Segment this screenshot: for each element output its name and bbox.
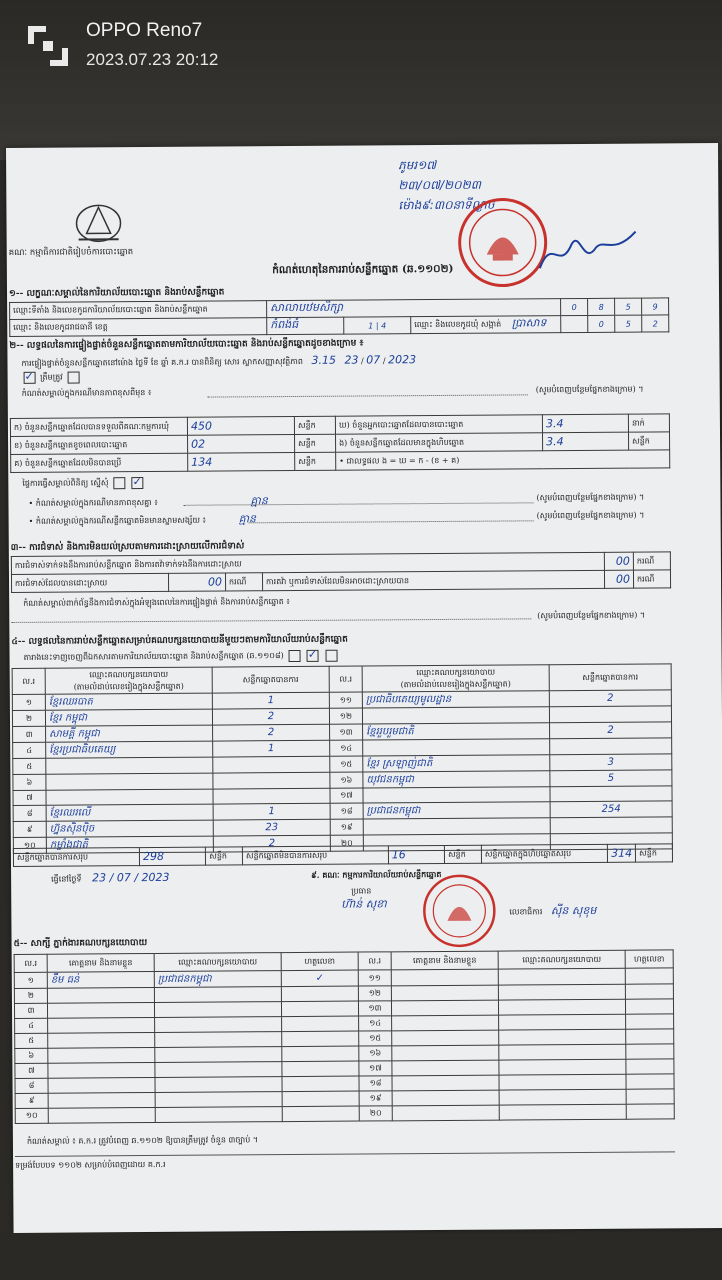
count-unit: សន្លឹក [295, 434, 336, 452]
section1-heading: ១-- លក្ខណៈសម្គាល់នៃការិយាល័យបោះឆ្នោត និងរាប់សន្លឹកឆ្នោត [8, 287, 225, 299]
commune-code-digit: 5 [615, 315, 642, 332]
header-note-line: ម៉ោង៩:៣០នាទីល្ងាច [398, 197, 495, 213]
row-no: ៩ [13, 821, 46, 837]
correct-checkbox-label: ត្រឹមត្រូវ [40, 372, 63, 382]
ballot-count-form [6, 143, 722, 1233]
commune-code-digit: 2 [642, 315, 669, 332]
objection-unit: ករណី [633, 552, 670, 570]
count-value: 134 [188, 452, 295, 471]
made-at-date: 23 / 07 / 2023 [92, 870, 170, 885]
section2-heading: ២-- លទ្ធផលនៃការផ្ទៀងផ្ទាត់ចំនួនសន្លឹកឆ្នោតតាមការិយាល័យបោះឆ្នោត និងរាប់សន្លឹកឆ្នោតដូចខាងក្រោម ៖ [9, 338, 364, 351]
empty-cell [499, 1029, 626, 1045]
row-no: ១២ [358, 986, 391, 1001]
col-party-title: ឈ្មោះគណបក្សនយោបាយ [416, 667, 496, 677]
row-no: ៤ [13, 742, 46, 758]
col-votes-header: សន្លឹកឆ្នោតបានការ [549, 664, 671, 691]
province-value: កំពង់ធំ [267, 317, 344, 335]
empty-cell [625, 999, 673, 1014]
invalid-total-label: សន្លឹកឆ្នោតមិនបានការសរុប [242, 846, 388, 865]
party-name: យុវជនកម្ពុជា [363, 771, 550, 788]
verification-month: 07 [366, 353, 381, 367]
form-title: កំណត់ហេតុនៃការរាប់សន្លឹកឆ្នោត (ឆ.១១០២) [272, 262, 454, 277]
mark-note-text: ផ្ទៃការធ្វើសម្គាល់ពិនិត្យ ស្នើសុំ [22, 478, 109, 488]
party-votes [213, 772, 330, 789]
note-a-value: គ្មាន [250, 494, 268, 508]
row-no: ៥ [13, 758, 46, 774]
objection-label: ការជំទាស់ទាក់ទងនឹងការរាប់សន្លឹកឆ្នោត និងការតវ៉ាទាក់ទងនឹងការដោះស្រាយ [11, 552, 604, 574]
witness-signature [282, 1076, 359, 1092]
witness-name [48, 1017, 155, 1033]
row-no: ២ [12, 710, 45, 726]
location-code-digit: 9 [642, 298, 669, 315]
col-party-header: ឈ្មោះគណបក្សនយោបាយ [498, 950, 625, 969]
party-name: ហ្វ៊ុនស៊ិនប៉ិច [46, 820, 213, 837]
watermark-device-name: OPPO Reno7 [86, 20, 203, 41]
box-total-value: 314 [608, 844, 636, 862]
empty-cell [392, 1075, 499, 1091]
witness-party [154, 1002, 281, 1018]
section3-table [11, 551, 671, 593]
count-unit: នាក់ [628, 414, 669, 432]
correct-checkbox[interactable] [24, 372, 36, 384]
row-no: ១៣ [358, 1001, 391, 1016]
seal-check-line [22, 371, 82, 383]
party-votes [213, 756, 330, 773]
row-no: ១៥ [330, 756, 363, 772]
incorrect-checkbox[interactable] [67, 371, 79, 383]
col-party-subtitle: (តាមលំដាប់លេខរៀងក្នុងសន្លឹកឆ្នោត) [73, 681, 184, 692]
location-code-digit: 0 [561, 298, 588, 315]
camera-watermark-icon [26, 24, 70, 68]
party-name: ខ្មែរឈរលើ [46, 804, 213, 821]
witness-signature [282, 1031, 359, 1047]
col-party-header: ឈ្មោះគណបក្សនយោបាយ [154, 953, 281, 972]
count-unit: សន្លឹក [628, 432, 669, 450]
row-no: ១៧ [359, 1061, 392, 1076]
row-no: ១៨ [330, 803, 363, 819]
empty-cell [499, 1089, 626, 1105]
witness-name: ខឹម ធន់ [47, 971, 154, 988]
witness-party [155, 1092, 282, 1108]
empty-cell [625, 968, 673, 984]
party-votes: 1 [213, 740, 330, 757]
chair-signature: ហ៊ាន់ សុខា [341, 897, 387, 911]
party-votes [549, 706, 671, 723]
verification-time: 3.15 [311, 353, 336, 367]
witness-signature [282, 1016, 359, 1032]
empty-cell [498, 984, 625, 1000]
watermark-timestamp: 2023.07.23 20:12 [86, 50, 219, 69]
row-no: ១៧ [330, 788, 363, 803]
party-votes: 254 [550, 801, 672, 818]
row-no: ១ [12, 694, 45, 710]
empty-cell [626, 1029, 674, 1044]
form-note: ទម្រង់បែបបទ ១១០២ សម្រាប់បំពេញដោយ គ.ក.រ [15, 1159, 166, 1170]
row-no: ១១ [358, 970, 391, 986]
unresolved-unit: ករណី [633, 570, 670, 588]
table-row [15, 1104, 674, 1124]
count-label: ឃ) ចំនួនអ្នកបោះឆ្នោតដែលបានបោះឆ្នោត [335, 415, 542, 434]
col-no-header: ល.រ [358, 952, 391, 970]
col-party-header [362, 665, 549, 692]
party-name [363, 818, 550, 835]
empty-cell [626, 1044, 674, 1059]
row-no: ១២ [329, 708, 362, 724]
empty-cell [626, 1074, 674, 1089]
party-name [363, 787, 550, 803]
commune-label: ឈ្មោះ និងលេខកូដឃុំ សង្កាត់ [414, 319, 502, 330]
row-no: ១៣ [330, 724, 363, 740]
witness-name [48, 1032, 155, 1048]
chair-label: ប្រធាន [351, 886, 372, 896]
empty-cell [392, 1105, 499, 1121]
party-name [363, 739, 550, 756]
empty-cell [499, 1074, 626, 1090]
witness-signature [281, 1001, 358, 1017]
row-no: ៧ [13, 790, 46, 805]
province-code-digit: 4 [381, 320, 387, 330]
section2-counts-table [10, 413, 670, 473]
party-name: កម្លាំងជាតិ [46, 836, 213, 853]
section3-heading: ៣-- ការជំទាស់ និងការមិនយល់ស្របតាមការដោះស្រាយលើការជំទាស់ [10, 541, 245, 553]
empty-cell [499, 1044, 626, 1060]
resolved-value: 00 [168, 573, 225, 591]
resolved-unit: ករណី [225, 573, 262, 591]
secretary-block [509, 904, 596, 921]
witness-name [47, 1002, 154, 1018]
party-votes: 2 [550, 722, 672, 739]
witness-name [48, 1092, 155, 1108]
row-no: ៦ [15, 1048, 48, 1063]
valid-total-value: 298 [139, 847, 205, 865]
fill-hint: (សូមបំពេញបន្ថែមផ្នែកខាងក្រោម) ។ [537, 610, 646, 621]
total-unit: សន្លឹក [206, 847, 243, 865]
empty-cell [499, 1014, 626, 1030]
empty-cell [392, 1090, 499, 1106]
commune-code-spacer [561, 315, 588, 332]
empty-cell [498, 999, 625, 1015]
row-no: ២០ [359, 1106, 392, 1121]
party-votes [213, 788, 330, 804]
resolved-label: ការជំទាស់ដែលបានដោះស្រាយ [11, 573, 168, 592]
secretary-label: លេខាធិការ [509, 907, 543, 917]
row-no: ១៤ [359, 1016, 392, 1031]
section4-heading: ៤-- លទ្ធផលនៃការរាប់សន្លឹកឆ្នោតសម្រាប់គណបក្សនយោបាយនីមួយៗតាមការិយាល័យរាប់សន្លឹកឆ្នោត [11, 634, 348, 647]
witness-party [155, 1017, 282, 1033]
col-sign-header: ហត្ថលេខា [625, 950, 673, 968]
location-code-digit: 8 [588, 298, 615, 315]
empty-cell [392, 1045, 499, 1061]
party-name: ខ្មែរឈរបាត [45, 693, 212, 710]
fill-hint: (សូមបំពេញបន្ថែមផ្នែកខាងក្រោម) ។ [535, 384, 644, 395]
witness-signature [281, 986, 358, 1002]
location-value: សាលាបឋមសិក្សា [267, 299, 561, 318]
party-results-table [12, 663, 673, 854]
row-no: ៦ [13, 774, 46, 790]
empty-cell [392, 1015, 499, 1031]
count-label: គ) ចំនួនសន្លឹកឆ្នោតដែលមិនបានប្រើ [11, 453, 188, 472]
witness-party: ប្រជាជនកម្ពុជា [154, 971, 281, 988]
empty-cell [391, 969, 498, 986]
row-no: ៣ [13, 726, 46, 742]
row-no: ១៦ [359, 1046, 392, 1061]
row-no: ១៩ [359, 1091, 392, 1106]
row-no: ៨ [15, 1078, 48, 1093]
row-no: ១៤ [330, 740, 363, 756]
row-no: ៧ [15, 1063, 48, 1078]
committee-label: ៩. គណៈ កម្មការការិយាល័យរាប់សន្លឹកឆ្នោត [311, 868, 442, 880]
party-votes: 5 [550, 770, 672, 787]
witness-name [47, 987, 154, 1003]
total-unit: សន្លឹក [636, 844, 673, 862]
witness-table [14, 949, 675, 1124]
location-code-digit: 5 [615, 298, 642, 315]
witness-name [48, 1077, 155, 1093]
party-name [46, 789, 213, 805]
total-unit: សន្លឹក [444, 845, 481, 863]
party-name: សាមគ្គី កម្ពុជា [46, 725, 213, 742]
section3-note: កំណត់សម្គាល់ពាក់ព័ន្ធនឹងការជំទាស់ក្នុងអំឡុងពេលនៃការផ្ទៀងផ្ទាត់ និងការរាប់សន្លឹកឆ្នោត ៖ [23, 597, 290, 608]
row-no: ១៥ [359, 1031, 392, 1046]
row-no: ៨ [13, 805, 46, 821]
row-no: ៩ [15, 1093, 48, 1108]
party-name: ខ្មែរ កម្ពុជា [45, 709, 212, 726]
result-formula: • ជាលទ្ធផល ង = ឃ = ក - (ខ + គ) [336, 450, 670, 470]
footnote: កំណត់សម្គាល់ ៖ គ.ក.រ ត្រូវបំពេញ ឆ.១១០២ ឱ្យបានត្រឹមត្រូវ ចំនួន ៣ច្បាប់ ។ [26, 1135, 259, 1146]
row-no: ១០ [15, 1108, 48, 1123]
witness-signature [282, 1106, 359, 1122]
empty-cell [499, 1059, 626, 1075]
witness-signature: ✓ [281, 970, 358, 987]
empty-cell [626, 1089, 674, 1104]
option-checkbox-c[interactable] [325, 650, 337, 662]
count-unit: សន្លឹក [294, 416, 335, 434]
section5-heading: ៥-- សាក្សី ភ្នាក់ងារគណបក្សនយោបាយ [13, 938, 148, 949]
party-votes: 2 [549, 690, 671, 707]
commune-code-digit: 0 [588, 315, 615, 332]
option-checkbox-a[interactable] [288, 650, 300, 662]
party-name [46, 757, 213, 774]
witness-party [155, 1032, 282, 1048]
witness-party [155, 1107, 282, 1123]
fill-hint: (សូមបំពេញបន្ថែមផ្នែកខាងក្រោម) ។ [536, 492, 645, 503]
witness-party [154, 987, 281, 1003]
count-label: ខ) ចំនួនសន្លឹកឆ្នោតខូចពេលបោះឆ្នោត [11, 435, 188, 454]
count-value: 02 [188, 434, 295, 453]
row-no: ១១ [329, 692, 362, 708]
col-party-subtitle: (តាមលំដាប់លេខរៀងក្នុងសន្លឹកឆ្នោត) [400, 678, 511, 689]
witness-party [155, 1062, 282, 1078]
totals-table [13, 843, 673, 867]
witness-party [155, 1077, 282, 1093]
party-votes [550, 817, 672, 834]
row-no: ២០ [330, 835, 363, 851]
province-code: 1 | 4 [344, 317, 411, 334]
witness-signature [282, 1091, 359, 1107]
party-name [46, 773, 213, 790]
row-no: ២ [14, 988, 47, 1003]
count-label: ង) ចំនួនសន្លឹកឆ្នោតដែលមានក្នុងហិបឆ្នោត [336, 433, 543, 452]
party-votes: 2 [213, 835, 330, 852]
col-party-header [45, 667, 212, 694]
section1-table [9, 297, 669, 337]
row-no: ១៩ [330, 819, 363, 835]
col-name-header: គោត្តនាម និងនាមខ្លួន [47, 953, 154, 972]
verification-intro-text: ការផ្ទៀងផ្ទាត់ចំនួនសន្លឹកឆ្នោតនៅម៉ោង ថ្ងៃទី ខែ ឆ្នាំ គ.ក.រ បានពិនិត្យ សោរ ស្លាកសញ្ញាសុវត្ថិភាព [21, 356, 303, 368]
col-no-header: ល.រ [329, 666, 362, 692]
count-value: 450 [187, 416, 294, 435]
empty-cell [499, 1104, 626, 1120]
mark-checkbox-b[interactable] [132, 477, 144, 489]
col-name-header: គោត្តនាម និងនាមខ្លួន [391, 951, 498, 970]
row-no: ១០ [13, 837, 46, 853]
verification-intro: ការផ្ទៀងផ្ទាត់ចំនួនសន្លឹកឆ្នោតនៅម៉ោង ថ្ងៃទី ខែ ឆ្នាំ គ.ក.រ បានពិនិត្យ សោរ ស្លាកសញ្ញាសុវត្ថិភាព 3.15 23 / 07 / 2023 [21, 353, 417, 368]
verification-year: 2023 [388, 353, 417, 367]
witness-name [48, 1047, 155, 1063]
invalid-total-value: 16 [388, 845, 444, 863]
made-at-line [51, 871, 170, 886]
party-name: ប្រជាធិបតេយ្យមូលដ្ឋាន [362, 691, 549, 708]
row-no: ៤ [15, 1018, 48, 1033]
section2-note-label: កំណត់សម្គាល់ក្នុងករណីមានភាពខុសពីមុន ៖ [21, 387, 152, 398]
camera-bottom-band [0, 1233, 722, 1280]
witness-signature [282, 1061, 359, 1077]
row-no: ១៨ [359, 1076, 392, 1091]
party-name: ខ្មែររួបរួមជាតិ [363, 723, 550, 740]
objection-value: 00 [604, 552, 633, 570]
party-votes: 3 [550, 754, 672, 771]
party-votes: 23 [213, 819, 330, 836]
dotted-line [11, 618, 531, 623]
count-value: 3.4 [542, 414, 628, 433]
verification-day: 23 [344, 353, 359, 367]
col-no-header: ល.រ [14, 954, 47, 972]
commune-value: ប្រាសាទ [511, 316, 547, 330]
dotted-line [249, 520, 534, 523]
secretary-signature: សុីន សុខុម [550, 903, 597, 918]
committee-seal-stamp [421, 873, 498, 950]
empty-cell [626, 1104, 674, 1119]
row-no: ១៦ [330, 772, 363, 788]
location-label: ឈ្មោះទីតាំង និងលេខកូដការិយាល័យបោះឆ្នោត និងរាប់សន្លឹកឆ្នោត [10, 301, 267, 320]
mark-checkbox-a[interactable] [113, 477, 125, 489]
party-votes: 2 [212, 708, 329, 725]
mark-note [22, 477, 145, 490]
party-votes: 1 [213, 803, 330, 820]
party-name: ប្រជាជនកម្ពុជា [363, 802, 550, 819]
empty-cell [391, 1000, 498, 1016]
empty-cell [626, 1014, 674, 1029]
col-no-header: ល.រ [12, 668, 45, 694]
commune-cell [411, 316, 561, 334]
note-a-label: • កំណត់សម្គាល់ក្នុងករណីមានភាពខុសគ្នា ៖ [28, 497, 158, 508]
unresolved-value: 00 [604, 570, 633, 588]
party-votes [550, 786, 672, 802]
section4-sub-text: តារាងនេះទាញចេញពីឯកសារតាមការិយាល័យបោះឆ្នោត និងរាប់សន្លឹកឆ្នោត (ឆ.១១០៨) [23, 651, 284, 662]
col-party-title: ឈ្មោះគណបក្សនយោបាយ [89, 669, 169, 679]
count-label: ក) ចំនួនសន្លឹកឆ្នោតដែលបានទទួលពីគណៈកម្មការឃុំ [10, 417, 187, 436]
row-no: ៣ [14, 1003, 47, 1018]
note-b-label: • កំណត់សម្គាល់ក្នុងករណីសន្លឹកឆ្នោតមិនមានស្នាមសង្ស័យ ៖ [28, 515, 207, 526]
footer-rule [15, 1151, 675, 1157]
empty-cell [626, 1059, 674, 1074]
empty-cell [498, 968, 625, 985]
witness-signature [282, 1046, 359, 1062]
witness-name [48, 1107, 155, 1123]
dotted-line [208, 394, 528, 397]
header-note-line: ភូមរ១៧ [398, 157, 437, 173]
note-b [29, 512, 257, 530]
royal-emblem-icon [72, 199, 124, 245]
note-a [28, 494, 267, 512]
option-checkbox-b[interactable] [307, 650, 319, 662]
valid-total-label: សន្លឹកឆ្នោតបានការសរុប [13, 848, 139, 867]
witness-name [48, 1062, 155, 1078]
province-label: ឈ្មោះ និងលេខកូដរាជធានី ខេត្ត [10, 318, 267, 337]
empty-cell [391, 985, 498, 1001]
party-votes: 2 [213, 724, 330, 741]
count-unit: សន្លឹក [295, 452, 336, 470]
section4-sub [24, 650, 340, 664]
note-b-value: គ្មាន [238, 512, 257, 526]
party-votes: 1 [212, 692, 329, 709]
header-note-line: ២៣/០៧/២០២៣ [398, 177, 482, 193]
col-sign-header: ហត្ថលេខា [281, 952, 358, 971]
row-no: ៥ [15, 1033, 48, 1048]
unresolved-label: ការតវ៉ា ឬការជំទាស់ដែលមិនអាចដោះស្រាយបាន [262, 570, 604, 590]
fill-hint: (សូមបំពេញបន្ថែមផ្នែកខាងក្រោម) ។ [536, 510, 645, 521]
row-no: ១ [14, 972, 47, 988]
empty-cell [392, 1030, 499, 1046]
province-code-digit: 1 [368, 320, 374, 330]
empty-cell [625, 984, 673, 999]
empty-cell [392, 1060, 499, 1076]
commission-name: គណៈ កម្មាធិការជាតិរៀបចំការបោះឆ្នោត [8, 247, 134, 258]
party-votes [550, 738, 672, 755]
made-at-label: ធ្វើនៅថ្ងៃទី [51, 874, 82, 884]
box-total-label: សន្លឹកឆ្នោតក្នុងហិបឆ្នោតសរុប [481, 844, 607, 863]
party-name [362, 707, 549, 724]
count-value: 3.4 [543, 432, 629, 451]
witness-party [155, 1047, 282, 1063]
party-name: ខ្មែរ ស្រឡាញ់ជាតិ [363, 755, 550, 772]
party-name: ខ្មែរប្រជាធិបតេយ្យ [46, 741, 213, 758]
col-votes-header: សន្លឹកឆ្នោតបានការ [212, 666, 329, 693]
